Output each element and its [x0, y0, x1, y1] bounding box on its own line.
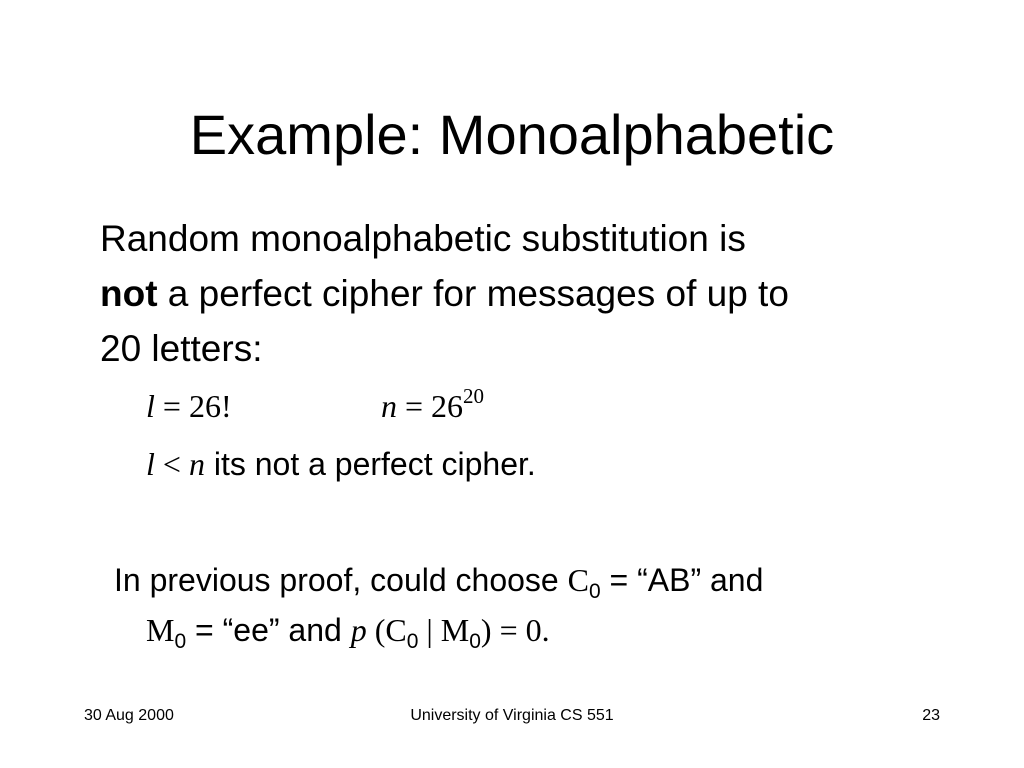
proof-paragraph [114, 555, 763, 655]
m-assignment: = “ee” and [186, 612, 351, 648]
n-base: = 26 [397, 388, 464, 424]
p-close: ) = 0. [480, 612, 550, 648]
equation-row [146, 384, 485, 426]
body-line-1: Random monoalphabetic substitution is [100, 218, 746, 259]
conclusion-row [146, 444, 536, 484]
body-line-2-rest: a perfect cipher for messages of up to [157, 273, 789, 314]
p-bar: | [418, 612, 441, 648]
less-than-symbol: < [154, 446, 189, 482]
l-equation [146, 388, 232, 424]
footer-course: University of Virginia CS 551 [410, 707, 614, 724]
p-symbol: p [350, 612, 367, 648]
l-value: = 26! [154, 388, 232, 424]
l-variable: l [146, 388, 155, 424]
footer-date: 30 Aug 2000 [84, 707, 174, 724]
m-symbol: M [146, 612, 175, 648]
m-subscript: 0 [174, 630, 187, 653]
lt-n-variable: n [188, 446, 205, 482]
c-assignment: = “AB” and [600, 562, 764, 598]
n-equation [381, 386, 484, 426]
c-symbol: C [567, 562, 589, 598]
n-exponent: 20 [463, 384, 485, 408]
proof-line-2 [114, 605, 763, 655]
lt-l-variable: l [146, 446, 155, 482]
body-paragraph [100, 211, 980, 376]
footer-page-number: 23 [922, 707, 940, 724]
p-subscript-1: 0 [406, 630, 419, 653]
body-line-3: 20 letters: [100, 328, 263, 369]
p-subscript-2: 0 [469, 630, 481, 653]
proof-line-1 [114, 555, 763, 605]
p-open: (C [366, 612, 407, 648]
conclusion-text: its not a perfect cipher. [204, 446, 536, 482]
p-m: M [440, 612, 470, 648]
proof-intro: In previous proof, could choose [114, 562, 568, 598]
n-variable: n [381, 388, 397, 424]
body-line-2 [100, 266, 980, 321]
c-subscript: 0 [588, 580, 601, 603]
emphasis-not: not [100, 273, 158, 314]
slide-title: Example: Monoalphabetic [189, 103, 835, 166]
